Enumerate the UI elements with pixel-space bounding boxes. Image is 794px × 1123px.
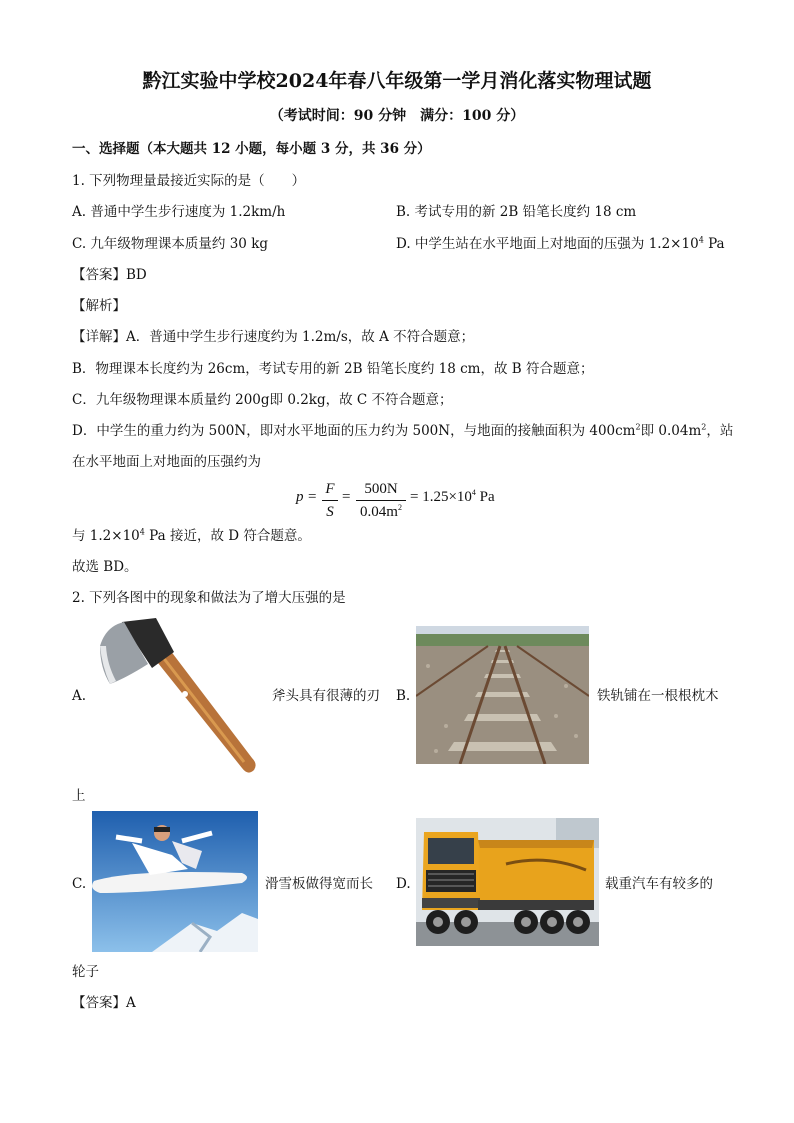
page-title: 黔江实验中学校2024年春八年级第一学月消化落实物理试题 — [142, 70, 652, 92]
q1-stem: 1. 下列物理量最接近实际的是（ ） — [72, 173, 306, 189]
snowboarder-icon — [92, 811, 258, 952]
q1-analysis-label: 【解析】 — [72, 298, 126, 314]
q1-option-c: C. 九年级物理课本质量约 30 kg — [72, 236, 269, 252]
formula-fraction-fs — [322, 480, 338, 521]
q2-option-a-letter: A. — [72, 688, 87, 704]
q1-conclusion-tail: Pa 接近，故 D 符合题意。 — [144, 528, 311, 544]
q1-choice: 故选 BD。 — [72, 559, 138, 575]
formula-f: F — [325, 481, 335, 497]
q1-detail-a: 【详解】A．普通中学生步行速度约为 1.2m/s，故 A 不符合题意； — [72, 329, 475, 345]
truck-image — [416, 818, 599, 946]
q1-detail-d-text-c: ，站 — [706, 423, 734, 439]
q1-answer: 【答案】BD — [72, 267, 147, 283]
section-title: 一、选择题（本大题共 12 小题，每小题 3 分，共 36 分） — [72, 141, 431, 157]
dump-truck-icon — [416, 818, 599, 946]
q1-option-b: B. 考试专用的新 2B 铅笔长度约 18 cm — [396, 204, 637, 220]
formula-result-unit: Pa — [475, 489, 495, 505]
pressure-formula — [296, 480, 516, 520]
formula-area-base: 0.04m — [360, 504, 398, 520]
formula-eq2: = — [342, 489, 351, 505]
q2-option-d-text: 载重汽车有较多的 — [605, 876, 713, 892]
q1-detail-d-sup2: 2 — [701, 422, 707, 432]
fraction-bar — [322, 500, 338, 501]
q2-option-d-wrap: 轮子 — [72, 964, 99, 980]
q1-detail-d-text-b: 即 0.04m — [640, 423, 702, 439]
q1-option-d-exp: 4 — [698, 235, 704, 245]
q1-detail-c: C．九年级物理课本质量约 200g即 0.2kg，故 C 不符合题意； — [72, 392, 453, 408]
q1-option-d — [396, 236, 725, 252]
q2-option-b-text: 铁轨铺在一根根枕木 — [597, 688, 719, 704]
q2-option-b-wrap: 上 — [72, 788, 86, 804]
q1-detail-d-line2: 在水平地面上对地面的压强约为 — [72, 454, 261, 470]
q2-option-b-letter: B. — [396, 688, 411, 704]
formula-force-value: 500N — [364, 481, 398, 497]
formula-eq1: = — [308, 489, 317, 505]
formula-area-value — [356, 503, 406, 521]
railway-track-icon — [416, 626, 589, 764]
snowboard-image — [92, 811, 258, 952]
q2-answer: 【答案】A — [72, 995, 136, 1011]
fraction-bar — [356, 500, 406, 501]
formula-s: S — [326, 504, 334, 520]
q1-detail-d-line1 — [72, 423, 733, 439]
formula-fraction-values — [356, 480, 406, 521]
formula-area-sup: 2 — [397, 503, 402, 512]
formula-lhs: p — [296, 489, 304, 505]
q2-option-d-letter: D. — [396, 876, 411, 892]
q2-option-a-text: 斧头具有很薄的刃 — [272, 688, 380, 704]
q1-conclusion-text: 与 1.2×10 — [72, 528, 140, 544]
q2-stem: 2. 下列各图中的现象和做法为了增大压强的是 — [72, 590, 346, 606]
q1-conclusion — [72, 528, 311, 544]
axe-icon — [92, 612, 264, 778]
formula-result-base: = 1.25×10 — [410, 489, 472, 505]
formula-result — [410, 488, 495, 506]
q2-option-c-letter: C. — [72, 876, 87, 892]
q1-option-d-text: D. 中学生站在水平地面上对地面的压强为 1.2×10 — [396, 236, 699, 252]
q1-detail-b: B．物理课本长度约为 26cm，考试专用的新 2B 铅笔长度约 18 cm，故 B 符合题意； — [72, 361, 594, 377]
q2-option-c-text: 滑雪板做得宽而长 — [265, 876, 373, 892]
axe-image — [92, 612, 264, 778]
q1-detail-d-text-a: D．中学生的重力约为 500N，即对水平地面的压力约为 500N，与地面的接触面积为 400cm — [72, 423, 636, 439]
formula-result-sup: 4 — [471, 488, 476, 497]
q1-option-a: A. 普通中学生步行速度为 1.2km/h — [72, 204, 286, 220]
q1-option-d-unit: Pa — [703, 236, 725, 252]
exam-info: （考试时间：90 分钟 满分：100 分） — [269, 108, 525, 124]
q1-detail-d-sup1: 2 — [635, 422, 641, 432]
q1-conclusion-sup: 4 — [139, 527, 145, 537]
railway-image — [416, 626, 589, 764]
